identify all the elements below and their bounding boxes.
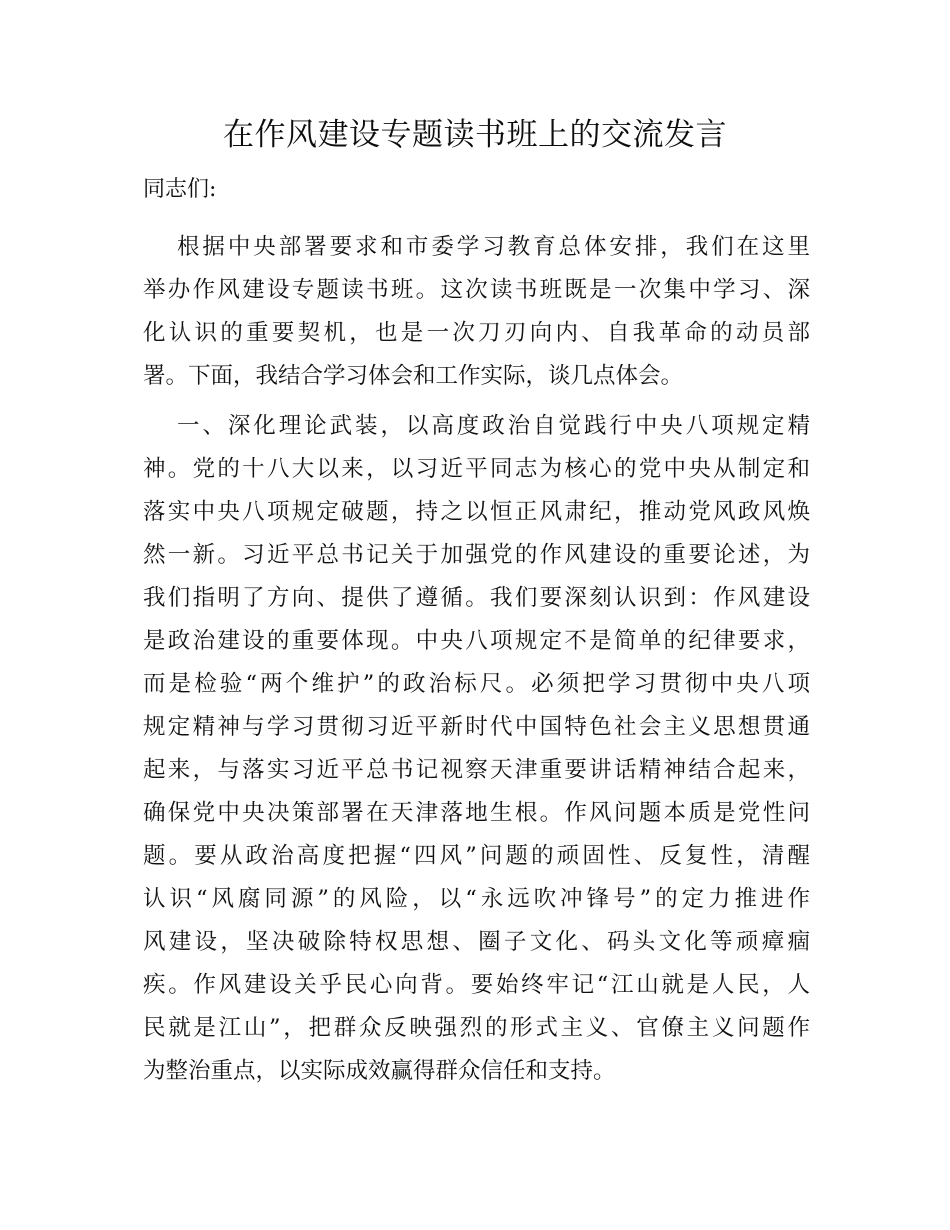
paragraph-line: 落实中央八项规定破题，持之以恒正风肃纪，推动党风政风焕 — [143, 499, 810, 525]
paragraph-line: 为整治重点，以实际成效赢得群众信任和支持。 — [143, 1058, 616, 1084]
paragraph-line: 疾。作风建设关乎民心向背。要始终牢记“江山就是人民，人 — [143, 972, 810, 998]
paragraph-line: 民就是江山”，把群众反映强烈的形式主义、官僚主义问题作 — [143, 1015, 810, 1041]
document-title: 在作风建设专题读书班上的交流发言 — [223, 117, 727, 153]
salutation: 同志们: — [143, 177, 217, 202]
paragraph-intro — [143, 226, 810, 398]
paragraph-line: 规定精神与学习贯彻习近平新时代中国特色社会主义思想贯通 — [143, 714, 810, 740]
paragraph-line: 举办作风建设专题读书班。这次读书班既是一次集中学习、深 — [143, 277, 810, 303]
paragraph-line: 而是检验“两个维护”的政治标尺。必须把学习贯彻中央八项 — [143, 671, 810, 697]
paragraph-line: 题。要从政治高度把握“四风”问题的顽固性、反复性，清醒 — [143, 843, 810, 869]
paragraph-line: 风建设，坚决破除特权思想、圈子文化、码头文化等顽瘴痼 — [143, 929, 810, 955]
paragraph-line: 神。党的十八大以来，以习近平同志为核心的党中央从制定和 — [143, 456, 810, 482]
paragraph-line: 认识“风腐同源”的风险，以“永远吹冲锋号”的定力推进作 — [143, 886, 810, 912]
paragraph-line: 确保党中央决策部署在天津落地生根。作风问题本质是党性问 — [143, 800, 810, 826]
paragraph-line: 是政治建设的重要体现。中央八项规定不是简单的纪律要求， — [143, 628, 810, 654]
paragraph-line: 然一新。习近平总书记关于加强党的作风建设的重要论述，为 — [143, 542, 810, 568]
paragraph-line: 一、深化理论武装，以高度政治自觉践行中央八项规定精 — [177, 413, 810, 439]
paragraph-line: 署。下面，我结合学习体会和工作实际，谈几点体会。 — [143, 363, 684, 389]
paragraph-line: 我们指明了方向、提供了遵循。我们要深刻认识到：作风建设 — [143, 585, 810, 611]
paragraph-line: 起来，与落实习近平总书记视察天津重要讲话精神结合起来， — [143, 757, 810, 783]
paragraph-section-one — [143, 405, 810, 1093]
paragraph-line: 根据中央部署要求和市委学习教育总体安排，我们在这里 — [177, 234, 810, 260]
paragraph-line: 化认识的重要契机，也是一次刀刃向内、自我革命的动员部 — [143, 320, 810, 346]
